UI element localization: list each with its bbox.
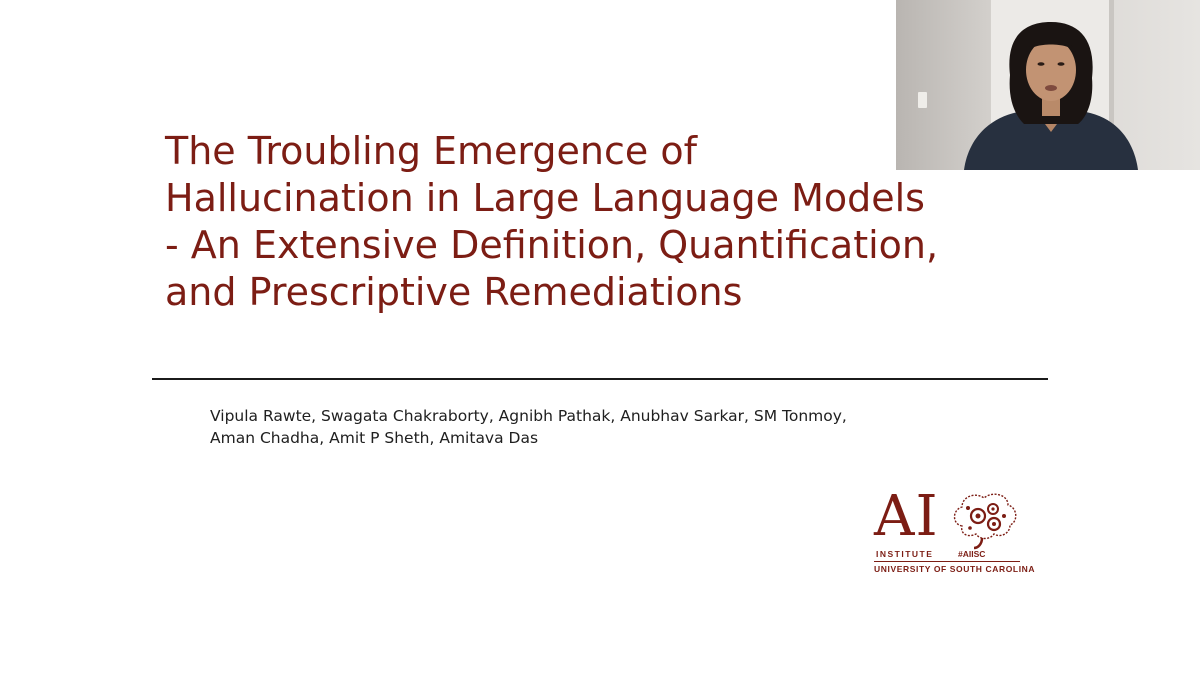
title-line: Hallucination in Large Language Models [165,176,925,220]
title-divider [152,378,1048,380]
author-line: Vipula Rawte, Swagata Chakraborty, Agnibh Pathak, Anubhav Sarkar, SM Tonmoy, [210,407,847,425]
presenter-webcam [896,0,1200,170]
title-line: The Troubling Emergence of [165,129,697,173]
logo-rule [874,561,1020,562]
presenter-video-feed [896,0,1200,170]
logo-university-label: UNIVERSITY OF SOUTH CAROLINA [874,564,1036,574]
title-line: and Prescriptive Remediations [165,270,743,314]
brain-gears-icon [948,490,1020,550]
author-line: Aman Chadha, Amit P Sheth, Amitava Das [210,429,539,447]
ai-institute-logo [870,484,1036,580]
title-line: - An Extensive Definition, Quantification, [165,223,939,267]
logo-mark: AI [874,484,939,549]
logo-institute-label: INSTITUTE [876,549,934,559]
author-list [210,405,1010,449]
logo-hashtag: #AIISC [958,549,986,559]
